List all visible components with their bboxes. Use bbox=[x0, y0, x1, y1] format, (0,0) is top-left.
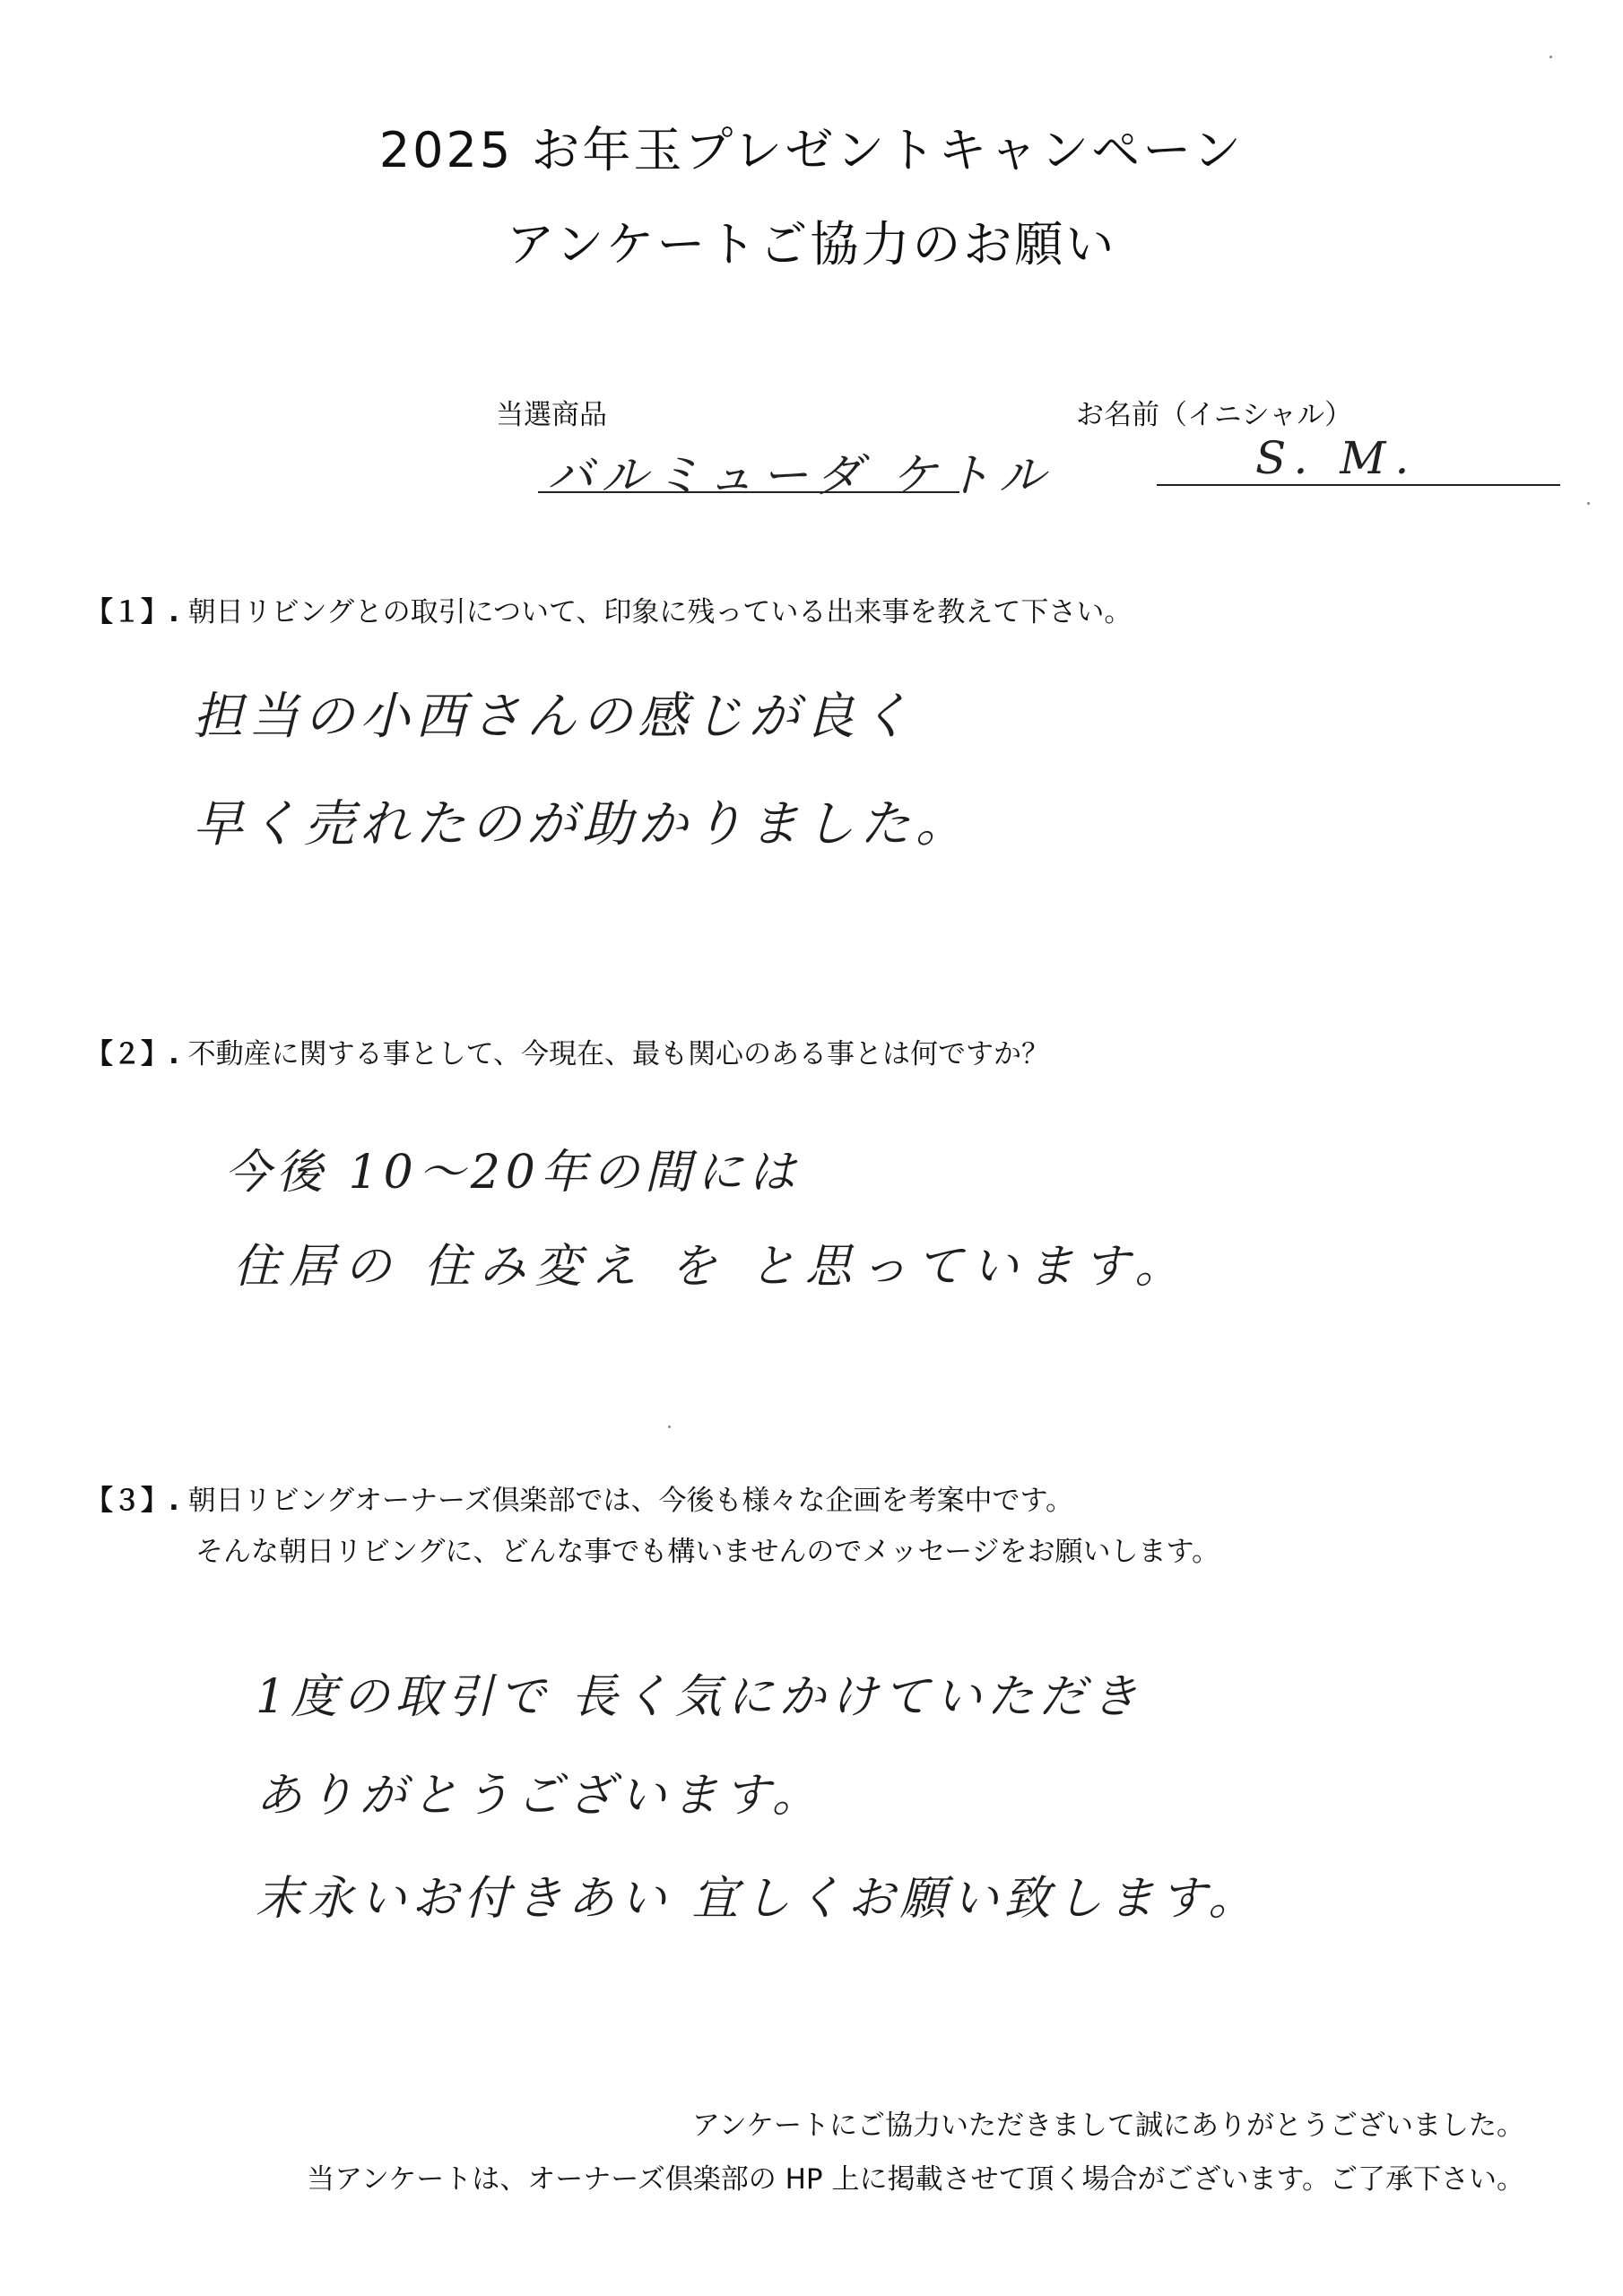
answer-1-line-2: 早く売れたのが助かりました。 bbox=[193, 795, 971, 853]
scan-speck bbox=[1587, 502, 1590, 505]
page-title: 2025 お年玉プレゼントキャンペーン bbox=[378, 122, 1245, 178]
name-value: S. M. bbox=[1255, 432, 1419, 484]
footer-notice: 当アンケートは、オーナーズ倶楽部の HP 上に掲載させて頂く場合がございます。ご了承下さい。 bbox=[307, 2163, 1524, 2196]
prize-underline bbox=[538, 491, 959, 493]
page-subtitle: アンケートご協力のお願い bbox=[506, 216, 1117, 273]
prize-label: 当選商品 bbox=[496, 399, 607, 431]
name-label: お名前（イニシャル） bbox=[1076, 399, 1353, 431]
question-3-text: 朝日リビングオーナーズ倶楽部では、今後も様々な企画を考案中です。 bbox=[187, 1485, 1073, 1517]
answer-3-line-2: ありがとうございます。 bbox=[256, 1769, 824, 1823]
scan-speck bbox=[668, 1425, 671, 1428]
answer-2-line-1: 今後 10～20年の間には bbox=[224, 1146, 801, 1200]
question-1 bbox=[85, 589, 1132, 629]
question-3 bbox=[85, 1477, 1073, 1518]
prize-value: バルミューダ ケトル bbox=[547, 449, 1053, 503]
name-underline bbox=[1157, 484, 1560, 486]
question-2 bbox=[85, 1031, 1049, 1071]
answer-3-line-3: 末永いお付きあい 宜しくお願い致します。 bbox=[256, 1872, 1261, 1926]
question-1-text: 朝日リビングとの取引について、印象に残っている出来事を教えて下さい。 bbox=[187, 596, 1133, 628]
scan-speck bbox=[1549, 56, 1552, 58]
question-1-number: 【１】. bbox=[85, 596, 179, 628]
question-2-number: 【２】. bbox=[85, 1038, 179, 1070]
question-3-text-line-2: そんな朝日リビングに、どんな事でも構いませんのでメッセージをお願いします。 bbox=[195, 1536, 1220, 1568]
answer-3-line-1: 1度の取引で 長く気にかけていただき bbox=[256, 1670, 1143, 1724]
question-2-text: 不動産に関する事として、今現在、最も関心のある事とは何ですか？ bbox=[187, 1038, 1050, 1070]
answer-2-line-2: 住居の 住み変え を と思っています。 bbox=[233, 1240, 1191, 1294]
question-3-number: 【３】. bbox=[85, 1485, 179, 1517]
footer-thanks: アンケートにご協力いただきまして誠にありがとうございました。 bbox=[691, 2110, 1524, 2142]
answer-1-line-1: 担当の小西さんの感じが良く bbox=[193, 688, 916, 746]
